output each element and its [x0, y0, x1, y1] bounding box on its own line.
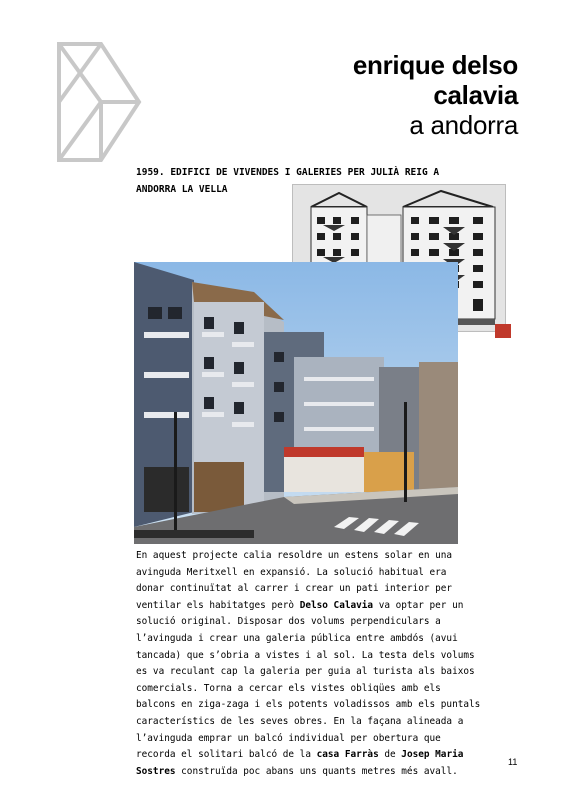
- body-line: [136, 581, 516, 598]
- body-line: [136, 648, 516, 665]
- body-run: de: [378, 749, 402, 761]
- body-line: [136, 598, 516, 615]
- body-run: recorda el solitari balcó de la: [136, 749, 317, 761]
- body-text: [136, 548, 516, 780]
- body-line: [136, 681, 516, 698]
- heading-line-2: ANDORRA LA VELLA: [136, 184, 228, 195]
- body-line: [136, 631, 516, 648]
- body-run: avinguda Meritxell en expansió. La solució habitual era: [136, 566, 447, 578]
- body-run: l’avinguda emprar un balcó individual per obertura que: [136, 732, 441, 744]
- body-run: tancada) que s’obria a vistes i al sol. La testa dels volums: [136, 649, 475, 661]
- body-bold-run: casa Farràs: [316, 749, 379, 761]
- body-bold-run: Sostres: [136, 765, 176, 777]
- body-line: [136, 764, 516, 781]
- page-title: [353, 50, 518, 140]
- body-run: va optar per un: [373, 599, 464, 611]
- logo-badge-icon: [495, 324, 511, 338]
- title-line-1: enrique delso: [352, 50, 518, 80]
- title-line-2: calavia: [433, 80, 518, 110]
- body-line: [136, 731, 516, 748]
- body-run: ventilar els habitatges però: [136, 599, 300, 611]
- body-line: [136, 614, 516, 631]
- heading-line-1: 1959. EDIFICI DE VIVENDES I GALERIES PER JULIÀ REIG A: [136, 167, 440, 178]
- body-line: [136, 548, 516, 565]
- body-run: es va reculant cap la galeria per guia al turista als baixos: [136, 666, 475, 678]
- street-photo: [134, 262, 458, 544]
- body-line: [136, 747, 516, 764]
- body-run: solució original. Disposar dos volums perpendiculars a: [136, 616, 441, 628]
- body-run: l’avinguda i crear una galeria pública entre ambdós (avui: [136, 632, 458, 644]
- body-run: donar continuïtat al carrer i crear un pati interior per: [136, 583, 453, 595]
- body-line: [136, 697, 516, 714]
- page-number: 11: [508, 757, 518, 767]
- body-run: característics de les seves obres. En la façana alineada a: [136, 715, 464, 727]
- logo-icon: [55, 40, 143, 164]
- title-line-3: a andorra: [409, 110, 518, 140]
- body-run: comercials. Torna a cercar els vistes obliqües amb els: [136, 682, 441, 694]
- body-line: [136, 664, 516, 681]
- body-line: [136, 565, 516, 582]
- body-bold-run: Josep Maria: [401, 749, 464, 761]
- body-run: construïda poc abans uns quants metres més avall.: [175, 765, 458, 777]
- body-run: En aquest projecte calia resoldre un estens solar en una: [136, 550, 453, 561]
- body-bold-run: Delso Calavia: [299, 599, 374, 611]
- body-line: [136, 714, 516, 731]
- body-run: balcons en ziga-zaga i els potents voladissos amb els puntals: [136, 699, 481, 711]
